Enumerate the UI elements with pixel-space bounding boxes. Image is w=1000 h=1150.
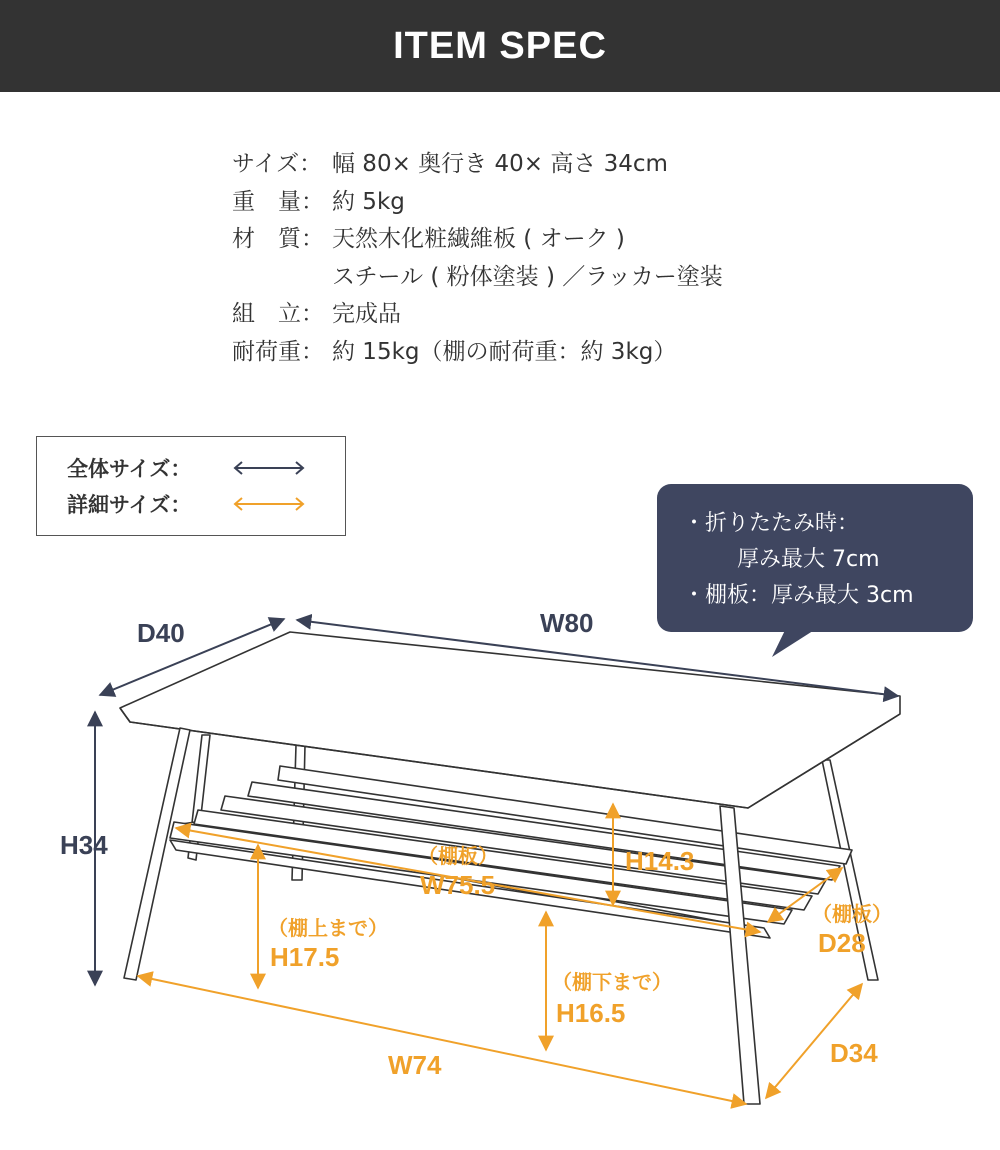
- bubble-line-thickness: 厚み最大 7cm: [737, 547, 880, 572]
- spec-value: 約 15kg（棚の耐荷重：約 3kg）: [332, 338, 677, 365]
- w80-label: W80: [540, 608, 594, 638]
- bubble-line-shelf: ・棚板：厚み最大 3cm: [683, 583, 914, 608]
- spec-label: 材 質：: [232, 226, 324, 252]
- shelf-depth-note: （棚板）: [812, 902, 892, 926]
- w74-label: W74: [388, 1050, 442, 1080]
- h16-5-label: H16.5: [556, 998, 626, 1028]
- w74-arrow: [138, 976, 746, 1104]
- page-title: ITEM SPEC: [393, 24, 607, 67]
- spec-value: 幅 80× 奥行き 40× 高さ 34cm: [332, 151, 668, 177]
- legend-overall-label: 全体サイズ：: [67, 457, 192, 481]
- h14-3-label: H14.3: [625, 846, 695, 876]
- spec-label: 組 立：: [232, 301, 324, 327]
- spec-value: 天然木化粧繊維板 ( オーク ): [332, 226, 625, 252]
- h34-label: H34: [60, 830, 108, 860]
- spec-label: 重 量：: [232, 188, 324, 215]
- legend-detail-label: 詳細サイズ：: [67, 493, 192, 517]
- spec-label: 耐荷重：: [232, 338, 324, 365]
- to-shelf-top-note: （棚上まで）: [268, 916, 388, 940]
- table-illustration: [120, 632, 900, 1104]
- to-shelf-bottom-note: （棚下まで）: [552, 970, 672, 994]
- front-left-leg: [124, 728, 190, 980]
- d28-label: D28: [818, 928, 866, 958]
- spec-value: スチール ( 粉体塗装 ) ／ラッカー塗装: [332, 263, 723, 290]
- d40-label: D40: [137, 618, 185, 648]
- h17-5-label: H17.5: [270, 942, 340, 972]
- spec-value: 完成品: [332, 301, 401, 327]
- tabletop: [120, 632, 900, 808]
- shelf-width-note: （棚板）: [418, 844, 498, 868]
- d34-label: D34: [830, 1038, 878, 1068]
- spec-label: サイズ：: [232, 151, 323, 177]
- w75-5-label: W75.5: [420, 870, 496, 900]
- bubble-line-folded: ・折りたたみ時：: [683, 511, 860, 536]
- spec-value: 約 5kg: [332, 188, 405, 215]
